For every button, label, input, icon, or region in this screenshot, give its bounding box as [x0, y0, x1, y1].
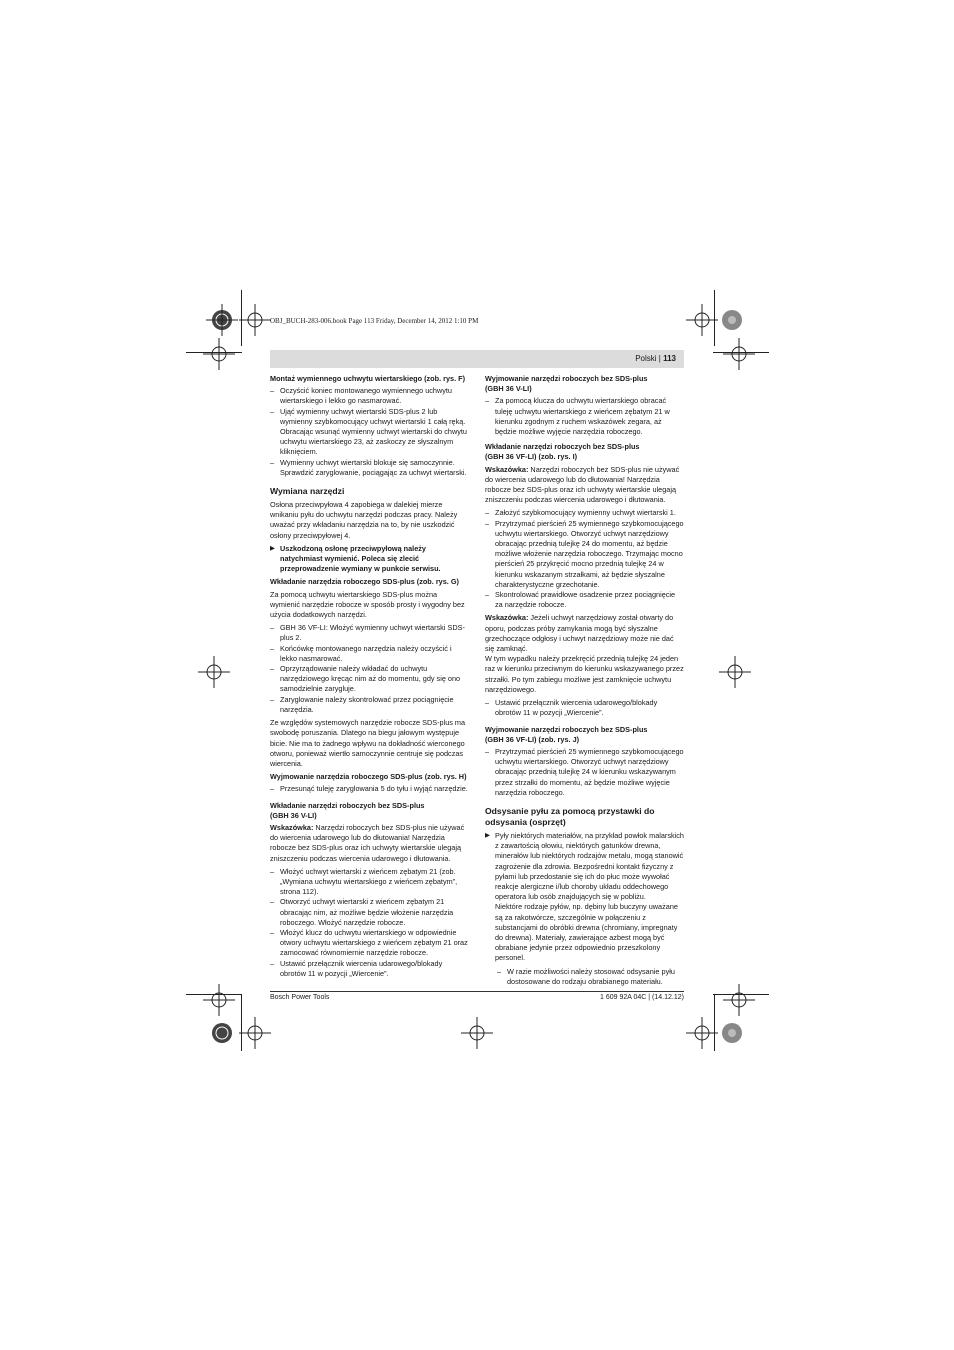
- list-item: – Włożyć klucz do uchwytu wiertarskiego w odpowiednie otwory uchwytu wiertarskiego z wieńcem zębatym 21 oraz zamocować równomiernie narzędzie robocze.: [270, 928, 469, 959]
- list-item: – Ustawić przełącznik wiercenia udarowego/blokady obrotów 11 w pozycji „Wiercenie”.: [270, 959, 469, 979]
- section-title-line: Wkładanie narzędzi roboczych bez SDS-plus: [485, 442, 640, 452]
- registration-mark-icon: [239, 1017, 271, 1049]
- section-title: [485, 374, 684, 394]
- list-item: – W razie możliwości należy stosować odsysanie pyłu dostosowane do rodzaju obrabianego materiału.: [497, 967, 684, 987]
- paragraph: Osłona przeciwpyłowa 4 zapobiega w dalekiej mierze wnikaniu pyłu do uchwytu narzędzi podczas pracy. Należy uważać przy wkładaniu narzędzia na to, by nie uszkodzić osłony przeciwpyłowej 4.: [270, 500, 458, 540]
- list-item: – Ująć wymienny uchwyt wiertarski SDS-plus 2 lub wymienny szybkomocujący uchwyt wiertarski 1 całą ręką. Obracając wsunąć wymienny uchwyt wiertarski do chwytu uchwytu wiertarskiego 23, aż zaskoczy ze słyszalnym kliknięciem.: [270, 407, 469, 458]
- registration-mark-icon: [723, 338, 755, 370]
- paragraph: W tym wypadku należy przekręcić przednią tulejkę 24 jeden raz w kierunku przeciwnym do kierunku wskazywanego przez strzałki. Po tym zabiegu możliwe jest zamknięcie uchwytu narzędziowego.: [485, 654, 684, 694]
- warning-text: Uszkodzoną osłonę przeciwpyłową należy natychmiast wymienić. Poleca się zlecić przeprowadzenie wymiany w punkcie serwisu.: [280, 543, 441, 574]
- list-item: – Przytrzymać pierścień 25 wymiennego szybkomocującego uchwytu wiertarskiego. Otworzyć uchwyt narzędziowy obracając przednią tulejkę 24 do momentu, aż będzie możliwe włożenie narzędzia roboczego. Trzymając mocno pierścień 25 przykręcić mocno przednią tulejkę 24 w kierunku wskazanym strzałkami, aż będzie słyszalne charakterystyczne grzechotanie.: [485, 519, 684, 590]
- list-item: – Przesunąć tuleję zaryglowania 5 do tyłu i wyjąć narzędzie.: [270, 784, 469, 794]
- note-text: Narzędzi roboczych bez SDS-plus nie używać do wiercenia udarowego lub do dłutowania! Narzędzia robocze bez SDS-plus oraz ich uchwyty wiertarskie ulegają zniszczeniu podczas wiercenia udarowego i dłutowania.: [270, 822, 465, 863]
- note-label: Wskazówka:: [270, 822, 314, 832]
- instruction-list: [485, 508, 684, 610]
- registration-mark-icon: [206, 304, 238, 336]
- section-title: [270, 801, 469, 821]
- list-item: – Założyć szybkomocujący wymienny uchwyt wiertarski 1.: [485, 508, 684, 518]
- paragraph: Ze względów systemowych narzędzie robocze SDS-plus ma swobodę poruszania. Dlatego na biegu jałowym występuje bicie. Nie ma to żadnego wpływu na dokładność wierconego otworu, ponieważ wiertło samoczynnie centruje się podczas wiercenia.: [270, 718, 466, 768]
- registration-mark-icon: [686, 1017, 718, 1049]
- registration-mark-icon: [239, 304, 271, 336]
- section-heading: Wymiana narzędzi: [270, 486, 345, 497]
- footer-rule: [270, 991, 684, 992]
- registration-mark-icon: [203, 984, 235, 1016]
- section-title-line: Wkładanie narzędzi roboczych bez SDS-plus: [270, 800, 425, 810]
- list-item: – Zaryglowanie należy skontrolować przez pociągnięcie narzędzia.: [270, 695, 469, 715]
- section-title-line: Wyjmowanie narzędzi roboczych bez SDS-plus: [485, 724, 648, 734]
- section-title-line: (GBH 36 V-LI): [485, 384, 532, 394]
- print-slug: OBJ_BUCH-283-006.book Page 113 Friday, December 14, 2012 1:10 PM: [270, 317, 479, 325]
- page-header: [270, 350, 684, 368]
- header-separator: |: [658, 354, 661, 363]
- warning-triangle-icon: ▶: [485, 831, 490, 839]
- list-item: – Oprzyrządowanie należy wkładać do uchwytu narzędziowego kręcąc nim aż do momentu, gdy się ono samodzielnie zarygluje.: [270, 664, 469, 695]
- header-language: Polski: [635, 354, 657, 363]
- note-text: Narzędzi roboczych bez SDS-plus nie używać do wiercenia udarowego lub do dłutowania! Narzędzia robocze bez SDS-plus oraz ich uchwyty wiertarskie ulegają zniszczeniu podczas wiercenia udarowego i dłutowania.: [485, 464, 680, 505]
- warning-text: Pyły niektórych materiałów, na przykład powłok malarskich z zawartością ołowiu, niektórych gatunków drewna, minerałów lub niektórych rodzajów metalu, mogą stanowić zagrożenie dla zdrowia. Bezpośredni kontakt fizyczny z pyłami lub przedostanie się ich do płuc może wywołać reakcje alergiczne i/lub choroby układu oddechowego operatora lub osób znajdujących się w pobliżu.: [495, 830, 684, 902]
- warning: [270, 544, 469, 575]
- instruction-list: [270, 623, 469, 715]
- section-title-line: (GBH 36 VF-LI) (zob. rys. I): [485, 452, 578, 462]
- page-number: 113: [663, 354, 676, 363]
- list-item: – Oczyścić koniec montowanego wymiennego uchwytu wiertarskiego i lekko go nasmarować.: [270, 386, 469, 406]
- warning-text-continued: Niektóre rodzaje pyłów, np. dębiny lub buczyny uważane są za rakotwórcze, szczególnie w połączeniu z substancjami do obróbki drewna (chromiany, impregnaty do drewna). Materiały, zawierające azbest mogą być obrabiane jedynie przez odpowiednio przeszkolony personel.: [495, 902, 678, 963]
- list-item: – Otworzyć uchwyt wiertarski z wieńcem zębatym 21 obracając nim, aż możliwe będzie włożenie narzędzia roboczego. Włożyć narzędzie robocze.: [270, 897, 469, 928]
- instruction-list: [497, 967, 684, 987]
- section-title-line: (GBH 36 V-LI): [270, 810, 317, 820]
- instruction-list: [270, 386, 469, 478]
- section-title: [485, 442, 684, 462]
- list-item: – Włożyć uchwyt wiertarski z wieńcem zębatym 21 (zob. „Wymiana uchwytu wiertarskiego z wieńcem zębatym”, strona 112).: [270, 867, 469, 898]
- instruction-list: [270, 784, 469, 794]
- instruction-list: [485, 698, 684, 718]
- list-item: – Za pomocą klucza do uchwytu wiertarskiego obracać tuleję uchwytu wiertarskiego z wieńcem zębatym 21 w kierunku zgodnym z ruchem wskazówek zegara, aż będzie możliwe wyjęcie narzędzia roboczego.: [485, 396, 684, 437]
- warning-triangle-icon: ▶: [270, 544, 275, 552]
- instruction-list: [270, 867, 469, 979]
- note: [485, 613, 684, 654]
- paragraph: Za pomocą uchwytu wiertarskiego SDS-plus można wymienić narzędzie robocze w sposób prosty i wygodny bez użycia dodatkowych narzędzi.: [270, 589, 465, 620]
- section-title: Wkładanie narzędzia roboczego SDS-plus (zob. rys. G): [270, 577, 459, 587]
- registration-mark-icon: [719, 656, 751, 688]
- right-column: [485, 373, 684, 990]
- registration-mark-icon: [723, 984, 755, 1016]
- note-label: Wskazówka:: [485, 613, 529, 623]
- section-heading: Odsysanie pyłu za pomocą przystawki do odsysania (osprzęt): [485, 805, 655, 827]
- list-item: – Końcówkę montowanego narzędzia należy oczyścić i lekko nasmarować.: [270, 644, 469, 664]
- note-text: Jeżeli uchwyt narzędziowy został otwarty do oporu, podczas próby zamykania mogą być słyszalne grzechoczące odgłosy i uchwyt narzędziowy może nie dać się zamknąć.: [485, 613, 674, 654]
- section-title: Montaż wymiennego uchwytu wiertarskiego (zob. rys. F): [270, 374, 466, 383]
- list-item: – GBH 36 VF-LI: Włożyć wymienny uchwyt wiertarski SDS-plus 2.: [270, 623, 469, 643]
- section-title-line: Wyjmowanie narzędzi roboczych bez SDS-plus: [485, 374, 648, 383]
- registration-mark-icon: [716, 304, 748, 336]
- section-title-line: (GBH 36 VF-LI) (zob. rys. J): [485, 734, 580, 744]
- instruction-list: [485, 747, 684, 798]
- registration-mark-icon: [686, 304, 718, 336]
- instruction-list: [485, 396, 684, 437]
- registration-mark-icon: [206, 1017, 238, 1049]
- warning: [485, 831, 684, 964]
- section-title: [485, 725, 684, 745]
- registration-mark-icon: [198, 656, 230, 688]
- note: [485, 465, 684, 506]
- list-item: – Wymienny uchwyt wiertarski blokuje się samoczynnie. Sprawdzić zaryglowanie, pociągając za uchwyt wiertarski.: [270, 458, 469, 478]
- note-label: Wskazówka:: [485, 464, 529, 474]
- footer-brand: Bosch Power Tools: [270, 994, 330, 1001]
- left-column: [270, 373, 469, 982]
- list-item: – Przytrzymać pierścień 25 wymiennego szybkomocującego uchwytu wiertarskiego. Otworzyć uchwyt narzędziowy obracając przednią tulejkę 24 w kierunku wskazywanym przez strzałki do momentu, aż będzie możliwe wyjęcie narzędzia roboczego.: [485, 747, 684, 798]
- header-label: [635, 354, 676, 364]
- section-title: Wyjmowanie narzędzia roboczego SDS-plus (zob. rys. H): [270, 772, 467, 782]
- list-item: – Skontrolować prawidłowe osadzenie przez pociągnięcie za narzędzie robocze.: [485, 590, 684, 610]
- list-item: – Ustawić przełącznik wiercenia udarowego/blokady obrotów 11 w pozycji „Wiercenie”.: [485, 698, 684, 718]
- note: [270, 823, 469, 864]
- registration-mark-icon: [203, 338, 235, 370]
- registration-mark-icon: [716, 1017, 748, 1049]
- registration-mark-icon: [461, 1017, 493, 1049]
- footer-doc-number: 1 609 92A 04C | (14.12.12): [600, 994, 684, 1001]
